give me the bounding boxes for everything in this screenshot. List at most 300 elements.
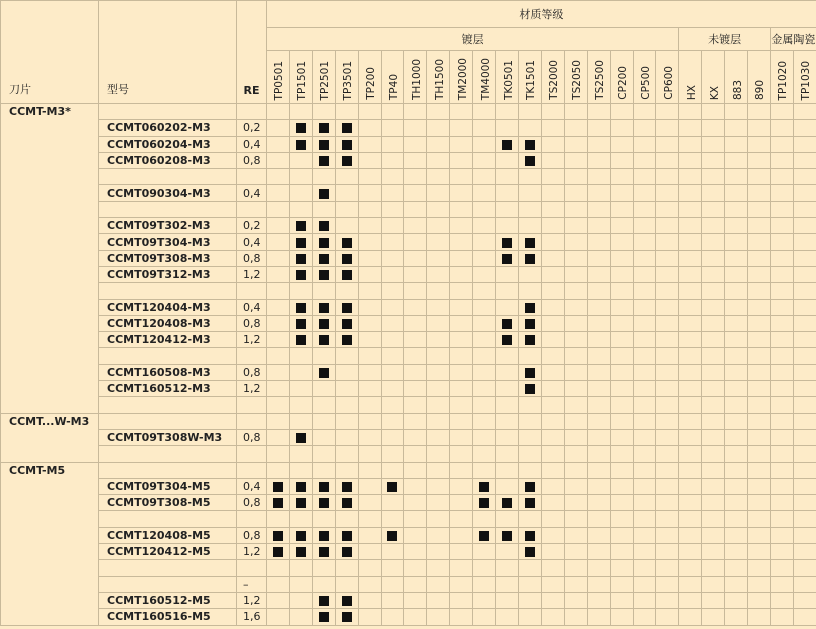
availability-mark-icon	[525, 254, 535, 264]
grade-cell	[770, 315, 793, 331]
grade-cell	[587, 576, 610, 592]
grade-cell	[496, 527, 519, 543]
grade-cell	[358, 462, 381, 478]
model-cell: CCMT09T308-M3	[99, 250, 237, 266]
grade-cell	[725, 250, 748, 266]
grade-cell	[564, 120, 587, 136]
grade-cell	[267, 104, 290, 120]
grade-cell	[450, 152, 473, 168]
grade-cell	[587, 462, 610, 478]
grade-cell	[679, 495, 702, 511]
grade-cell	[725, 495, 748, 511]
grade-cell	[725, 299, 748, 315]
re-cell: 0,4	[237, 185, 267, 201]
grade-cell	[610, 332, 633, 348]
grade-cell	[427, 218, 450, 234]
grade-cell	[770, 397, 793, 413]
grade-cell	[358, 381, 381, 397]
grade-cell	[473, 332, 496, 348]
grade-cell	[473, 266, 496, 282]
grade-cell	[312, 120, 335, 136]
grade-cell	[770, 185, 793, 201]
grade-cell	[450, 315, 473, 331]
grade-cell	[748, 560, 771, 576]
grade-cell	[770, 364, 793, 380]
grade-header-hx: HX	[679, 51, 702, 104]
grade-cell	[289, 446, 312, 462]
grade-cell	[518, 429, 541, 445]
grade-cell	[335, 266, 358, 282]
grade-cell	[770, 332, 793, 348]
grade-cell	[679, 120, 702, 136]
grade-cell	[289, 185, 312, 201]
grade-cell	[748, 348, 771, 364]
grade-cell	[473, 299, 496, 315]
model-cell: CCMT09T308W-M3	[99, 429, 237, 445]
grade-cell	[610, 104, 633, 120]
grade-cell	[564, 511, 587, 527]
grade-cell	[679, 169, 702, 185]
grade-cell	[404, 169, 427, 185]
availability-mark-icon	[525, 238, 535, 248]
grade-cell	[312, 234, 335, 250]
table-row	[1, 527, 816, 543]
grade-cell	[381, 429, 404, 445]
grade-cell	[679, 511, 702, 527]
grade-cell	[587, 266, 610, 282]
grade-cell	[587, 185, 610, 201]
availability-mark-icon	[273, 482, 283, 492]
grade-cell	[473, 201, 496, 217]
grade-cell	[427, 576, 450, 592]
grade-cell	[793, 413, 816, 429]
grade-cell	[702, 544, 725, 560]
grade-cell	[610, 185, 633, 201]
grade-cell	[427, 381, 450, 397]
grade-cell	[267, 446, 290, 462]
availability-mark-icon	[387, 531, 397, 541]
grade-cell	[381, 364, 404, 380]
grade-cell	[518, 413, 541, 429]
grade-cell	[335, 511, 358, 527]
grade-cell	[358, 560, 381, 576]
grade-cell	[312, 609, 335, 625]
grade-cell	[381, 299, 404, 315]
grade-cell	[450, 527, 473, 543]
grade-cell	[564, 136, 587, 152]
grade-cell	[267, 152, 290, 168]
availability-mark-icon	[342, 319, 352, 329]
model-cell	[99, 104, 237, 120]
grade-cell	[541, 266, 564, 282]
grade-cell	[267, 544, 290, 560]
grade-cell	[473, 381, 496, 397]
grade-cell	[656, 397, 679, 413]
grade-cell	[518, 511, 541, 527]
grade-cell	[312, 152, 335, 168]
grade-cell	[518, 576, 541, 592]
grade-cell	[748, 495, 771, 511]
availability-mark-icon	[502, 335, 512, 345]
availability-mark-icon	[296, 123, 306, 133]
grade-cell	[541, 332, 564, 348]
grade-cell	[656, 511, 679, 527]
grade-cell	[267, 136, 290, 152]
re-cell: 1,2	[237, 592, 267, 608]
grade-cell	[404, 413, 427, 429]
grade-cell	[656, 332, 679, 348]
grade-cell	[541, 120, 564, 136]
availability-mark-icon	[273, 547, 283, 557]
availability-mark-icon	[319, 189, 329, 199]
grade-cell	[381, 283, 404, 299]
grade-cell	[725, 104, 748, 120]
grade-cell	[404, 250, 427, 266]
availability-mark-icon	[525, 140, 535, 150]
grade-cell	[496, 592, 519, 608]
grade-cell	[793, 381, 816, 397]
re-column-header: RE	[237, 1, 267, 104]
grade-cell	[610, 201, 633, 217]
grade-cell	[770, 560, 793, 576]
grade-cell	[702, 299, 725, 315]
grade-cell	[518, 544, 541, 560]
grade-cell	[793, 185, 816, 201]
availability-mark-icon	[342, 612, 352, 622]
grade-cell	[358, 120, 381, 136]
grade-cell	[473, 152, 496, 168]
grade-cell	[404, 544, 427, 560]
grade-cell	[312, 527, 335, 543]
availability-mark-icon	[525, 303, 535, 313]
grade-cell	[564, 413, 587, 429]
grade-cell	[633, 283, 656, 299]
spacer-row	[1, 201, 816, 217]
availability-mark-icon	[319, 612, 329, 622]
grade-cell	[358, 397, 381, 413]
model-cell: CCMT160508-M3	[99, 364, 237, 380]
grade-cell	[748, 462, 771, 478]
grade-cell	[289, 104, 312, 120]
grade-cell	[541, 169, 564, 185]
grade-cell	[335, 218, 358, 234]
grade-cell	[587, 348, 610, 364]
grade-cell	[381, 332, 404, 348]
table-row	[1, 299, 816, 315]
grade-cell	[450, 169, 473, 185]
grade-cell	[518, 348, 541, 364]
grade-cell	[289, 609, 312, 625]
grade-cell	[496, 136, 519, 152]
grade-cell	[610, 266, 633, 282]
grade-cell	[358, 201, 381, 217]
grade-cell	[450, 201, 473, 217]
table-row	[1, 120, 816, 136]
grade-cell	[427, 478, 450, 494]
grade-cell	[496, 576, 519, 592]
availability-mark-icon	[296, 254, 306, 264]
grade-cell	[335, 429, 358, 445]
grade-cell	[679, 185, 702, 201]
availability-mark-icon	[319, 335, 329, 345]
grade-cell	[679, 592, 702, 608]
grade-cell	[725, 592, 748, 608]
availability-mark-icon	[342, 254, 352, 264]
grade-cell	[679, 136, 702, 152]
grade-cell	[496, 120, 519, 136]
grade-cell	[564, 478, 587, 494]
table-row	[1, 495, 816, 511]
grade-cell	[656, 527, 679, 543]
grade-cell	[427, 104, 450, 120]
grade-cell	[610, 136, 633, 152]
grade-cell	[289, 429, 312, 445]
grade-cell	[335, 152, 358, 168]
grade-cell	[770, 381, 793, 397]
grade-cell	[312, 446, 335, 462]
grade-cell	[289, 218, 312, 234]
grade-cell	[473, 527, 496, 543]
availability-mark-icon	[319, 123, 329, 133]
grade-cell	[770, 495, 793, 511]
grade-cell	[793, 527, 816, 543]
model-cell: CCMT160516-M5	[99, 609, 237, 625]
grade-cell	[496, 185, 519, 201]
grade-cell	[679, 462, 702, 478]
grade-cell	[496, 250, 519, 266]
grade-cell	[564, 544, 587, 560]
grade-cell	[610, 527, 633, 543]
availability-mark-icon	[319, 221, 329, 231]
grade-cell	[564, 364, 587, 380]
availability-mark-icon	[319, 303, 329, 313]
grade-cell	[381, 315, 404, 331]
grade-cell	[656, 609, 679, 625]
grade-cell	[267, 429, 290, 445]
grade-cell	[656, 315, 679, 331]
insert-column-header: 刀片	[1, 1, 99, 104]
grade-cell	[518, 266, 541, 282]
grade-cell	[541, 609, 564, 625]
grade-cell	[725, 136, 748, 152]
spacer-row	[1, 348, 816, 364]
grade-cell	[770, 429, 793, 445]
grade-header-tp3501: TP3501	[335, 51, 358, 104]
spacer-row	[1, 413, 816, 429]
grade-cell	[725, 348, 748, 364]
grade-cell	[748, 299, 771, 315]
grade-cell	[793, 299, 816, 315]
grade-cell	[335, 234, 358, 250]
re-cell: –	[237, 576, 267, 592]
grade-cell	[793, 429, 816, 445]
grade-cell	[541, 315, 564, 331]
grade-cell	[610, 544, 633, 560]
grade-cell	[335, 560, 358, 576]
grade-cell	[541, 218, 564, 234]
model-cell	[99, 511, 237, 527]
grade-cell	[564, 104, 587, 120]
grade-cell	[541, 576, 564, 592]
grade-cell	[633, 364, 656, 380]
grade-cell	[381, 511, 404, 527]
re-cell	[237, 283, 267, 299]
grade-cell	[404, 266, 427, 282]
grade-cell	[725, 266, 748, 282]
grade-cell	[358, 364, 381, 380]
grade-cell	[335, 478, 358, 494]
grade-cell	[793, 592, 816, 608]
grade-cell	[564, 283, 587, 299]
grade-cell	[656, 364, 679, 380]
grade-cell	[793, 332, 816, 348]
grade-cell	[358, 592, 381, 608]
re-cell: 0,8	[237, 527, 267, 543]
availability-mark-icon	[296, 498, 306, 508]
model-cell	[99, 348, 237, 364]
grade-cell	[427, 266, 450, 282]
grade-cell	[335, 185, 358, 201]
availability-mark-icon	[319, 547, 329, 557]
grade-cell	[610, 429, 633, 445]
grade-cell	[289, 169, 312, 185]
grade-cell	[473, 413, 496, 429]
grade-cell	[404, 364, 427, 380]
grade-cell	[335, 592, 358, 608]
grade-cell	[770, 592, 793, 608]
grade-cell	[427, 397, 450, 413]
grade-cell	[725, 234, 748, 250]
grade-cell	[358, 185, 381, 201]
grade-cell	[404, 478, 427, 494]
re-cell	[237, 413, 267, 429]
grade-cell	[610, 609, 633, 625]
grade-cell	[702, 234, 725, 250]
grade-cell	[793, 169, 816, 185]
grade-cell	[633, 495, 656, 511]
grade-cell	[496, 429, 519, 445]
grade-cell	[656, 299, 679, 315]
grade-cell	[770, 478, 793, 494]
grade-cell	[702, 560, 725, 576]
grade-cell	[289, 511, 312, 527]
grade-cell	[656, 250, 679, 266]
grade-cell	[518, 397, 541, 413]
grade-cell	[564, 609, 587, 625]
grade-cell	[702, 266, 725, 282]
grade-cell	[541, 413, 564, 429]
availability-mark-icon	[502, 254, 512, 264]
grade-cell	[541, 185, 564, 201]
grade-cell	[312, 592, 335, 608]
availability-mark-icon	[342, 547, 352, 557]
grade-cell	[312, 429, 335, 445]
grade-cell	[748, 250, 771, 266]
grade-cell	[610, 283, 633, 299]
grade-cell	[541, 348, 564, 364]
grade-cell	[496, 152, 519, 168]
grade-cell	[289, 527, 312, 543]
grade-cell	[793, 136, 816, 152]
grade-cell	[587, 136, 610, 152]
material-grade-header: 材质等级	[267, 1, 816, 28]
grade-cell	[496, 348, 519, 364]
grade-header-cp600: CP600	[656, 51, 679, 104]
grade-cell	[404, 315, 427, 331]
grade-cell	[518, 136, 541, 152]
grade-cell	[656, 462, 679, 478]
grade-cell	[564, 234, 587, 250]
grade-cell	[656, 429, 679, 445]
grade-cell	[564, 397, 587, 413]
grade-header-tm2000: TM2000	[450, 51, 473, 104]
grade-cell	[312, 266, 335, 282]
grade-cell	[358, 332, 381, 348]
grade-cell	[725, 413, 748, 429]
grade-cell	[748, 152, 771, 168]
grade-cell	[633, 446, 656, 462]
grade-cell	[725, 185, 748, 201]
availability-mark-icon	[296, 303, 306, 313]
grade-cell	[450, 381, 473, 397]
grade-cell	[656, 560, 679, 576]
model-cell: CCMT120412-M3	[99, 332, 237, 348]
grade-cell	[702, 446, 725, 462]
grade-cell	[610, 348, 633, 364]
grade-cell	[267, 462, 290, 478]
grade-cell	[679, 283, 702, 299]
grade-cell	[518, 364, 541, 380]
grade-cell	[450, 234, 473, 250]
grade-cell	[312, 332, 335, 348]
grade-cell	[633, 234, 656, 250]
grade-cell	[496, 446, 519, 462]
availability-mark-icon	[296, 238, 306, 248]
grade-cell	[427, 283, 450, 299]
grade-cell	[748, 315, 771, 331]
grade-cell	[587, 234, 610, 250]
availability-mark-icon	[342, 123, 352, 133]
grade-cell	[564, 381, 587, 397]
grade-cell	[633, 544, 656, 560]
grade-cell	[267, 364, 290, 380]
grade-cell	[793, 250, 816, 266]
grade-cell	[633, 397, 656, 413]
availability-mark-icon	[296, 547, 306, 557]
availability-mark-icon	[525, 368, 535, 378]
grade-cell	[793, 234, 816, 250]
availability-mark-icon	[502, 319, 512, 329]
grade-cell	[473, 315, 496, 331]
availability-mark-icon	[296, 319, 306, 329]
grade-cell	[610, 315, 633, 331]
grade-cell	[587, 152, 610, 168]
availability-mark-icon	[342, 303, 352, 313]
grade-cell	[427, 462, 450, 478]
grade-cell	[404, 462, 427, 478]
grade-cell	[496, 544, 519, 560]
re-cell: 1,6	[237, 609, 267, 625]
grade-cell	[404, 104, 427, 120]
grade-cell	[587, 381, 610, 397]
grade-cell	[541, 283, 564, 299]
spacer-row	[1, 104, 816, 120]
model-cell: CCMT060202-M3	[99, 120, 237, 136]
grade-cell	[748, 478, 771, 494]
grade-cell	[702, 397, 725, 413]
model-cell	[99, 201, 237, 217]
grade-cell	[679, 348, 702, 364]
